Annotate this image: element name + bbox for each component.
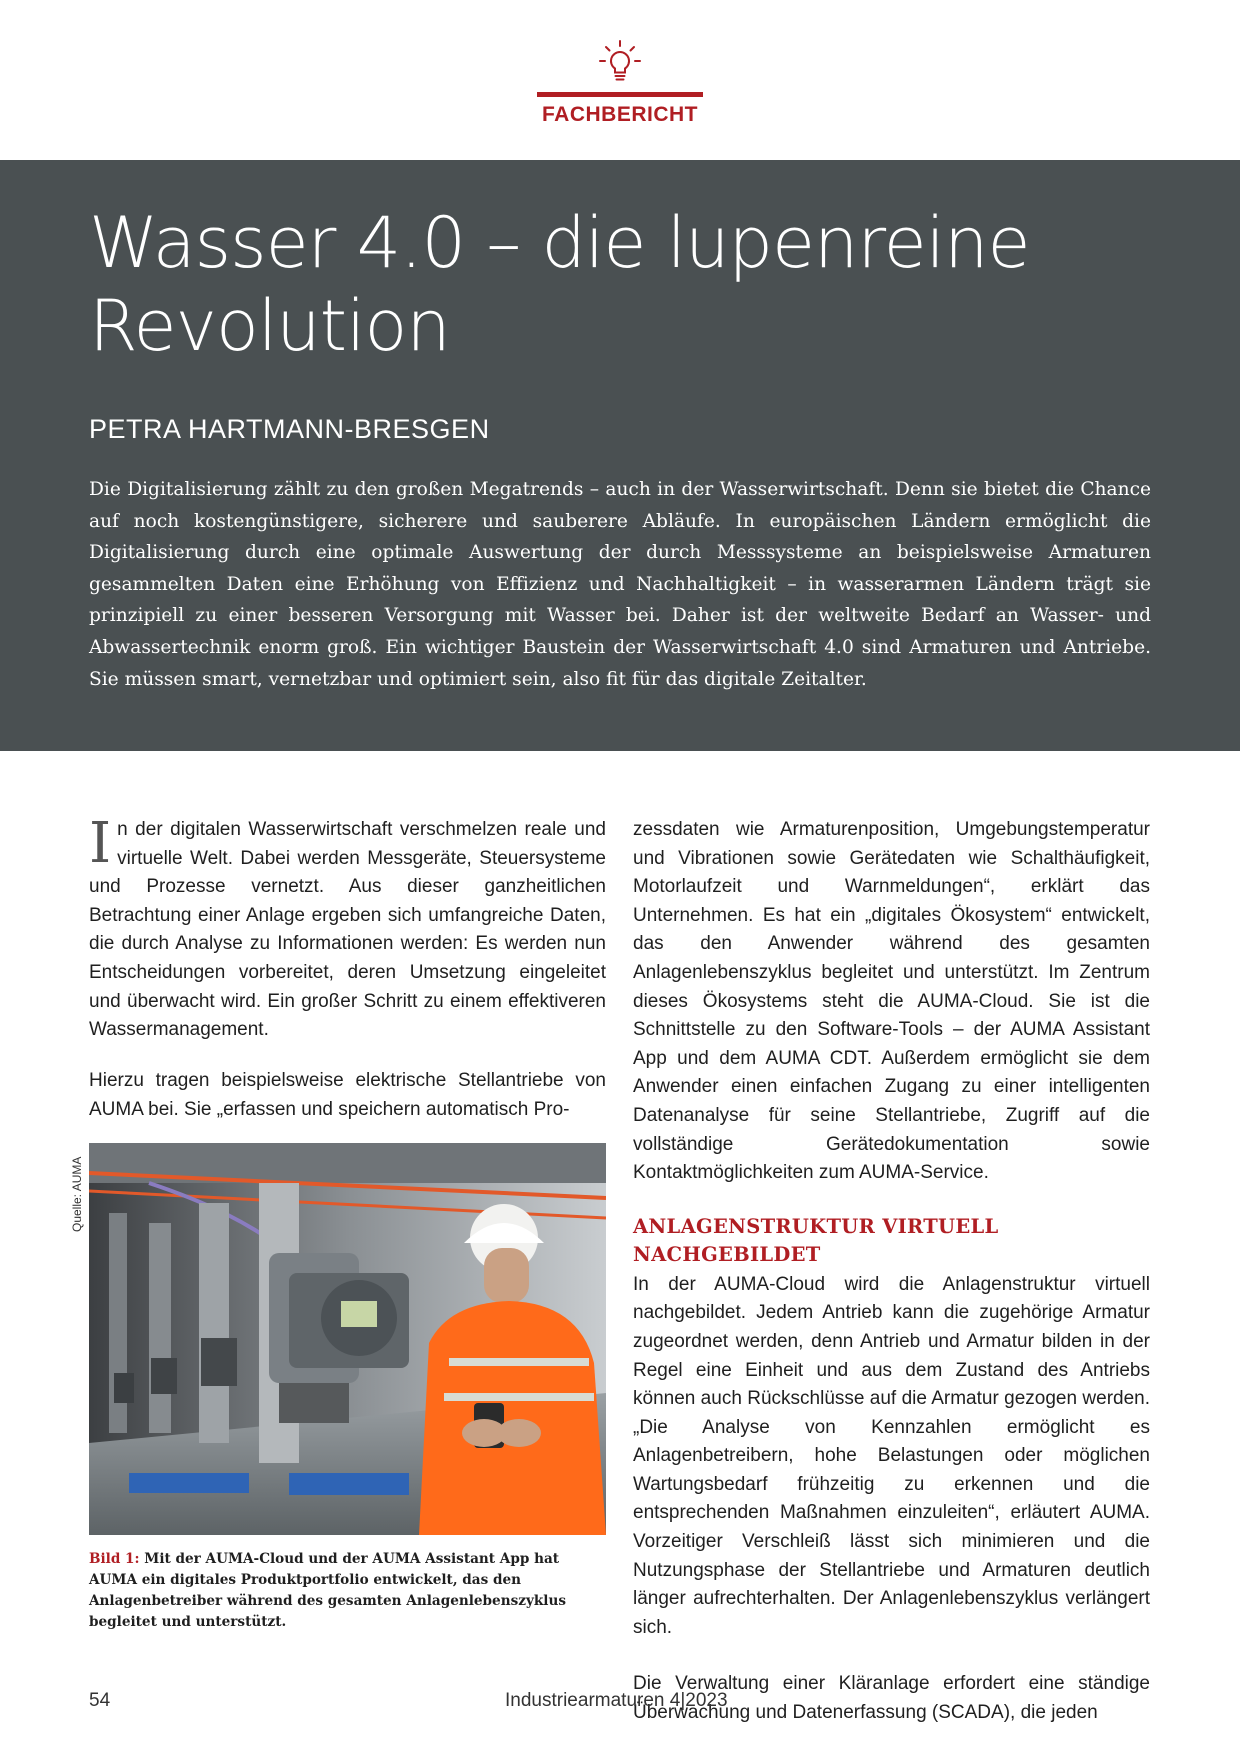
section-label: FACHBERICHT <box>542 103 698 126</box>
photo-caption <box>89 1549 609 1633</box>
body-left-bottom <box>89 1067 606 1124</box>
paragraph-gap <box>633 1642 1150 1670</box>
body-paragraph-3: zessdaten wie Armaturenposition, Umgebungstemperatur und Vibrationen sowie Gerätedaten wie Schalthäufigkeit, Motorlaufzeit und Warnmeldungen“, erklärt das Unternehmen. Es hat ein „digitales Ökosystem“ entwickelt, das den Anwender während des gesamten Anlagenlebenszyklus begleitet und unterstützt. Im Zentrum dieses Ökosystems steht die AUMA-Cloud. Sie ist die Schnittstelle zu den Software-Tools – der AUMA Assistant App und dem AUMA CDT. Außerdem ermöglicht sie dem Anwender einen einfachen Zugang zu einer intelligenten Datenanalyse für seine Stellantriebe, Zugriff auf die vollständige Gerätedokumentation sowie Kontaktmöglichkeiten zum AUMA-Service. <box>633 819 1150 1184</box>
body-paragraph-1-text: n der digitalen Wasserwirtschaft verschmelzen reale und virtuelle Welt. Dabei werden Messgeräte, Steuersysteme und Prozesse vernetzt. Aus dieser ganzheitlichen Betrachtung einer Anlage ergeben sich umfangreiche Daten, die durch Analyse zu Informationen werden: Es werden nun Entscheidungen vorbereitet, deren Umsetzung eingeleitet und überwacht wird. Ein großer Schritt zu einem effektiveren Wassermanagement. <box>89 819 606 1041</box>
article-photo <box>89 1143 606 1535</box>
article-author: PETRA HARTMANN-BRESGEN <box>89 414 490 444</box>
body-right <box>633 816 1150 1728</box>
caption-text: Mit der AUMA-Cloud und der AUMA Assistant App hat AUMA ein digitales Produktportfolio entwickelt, das den Anlagenbetreiber während des gesamten Anlagenlebenszyklus begleitet und unterstützt. <box>89 1551 566 1630</box>
body-paragraph-1 <box>89 811 606 1045</box>
page-number: 54 <box>89 1690 111 1711</box>
article-title: Wasser 4.0 – die lupenreine Revolution <box>89 202 1030 367</box>
caption-label: Bild 1: <box>89 1551 140 1567</box>
page-header <box>0 0 1240 160</box>
article-intro: Die Digitalisierung zählt zu den großen Megatrends – auch in der Wasserwirtschaft. Denn sie bietet die Chance auf noch kostengünstigere, sicherere und sauberere Abläufe. In europäischen Ländern ermöglicht die Digitalisierung durch eine optimale Auswertung der durch Messsysteme an beispielsweise Armaturen gesammelten Daten eine Erhöhung von Effizienz und Nachhaltigkeit – in wasserarmen Ländern trägt sie prinzipiell zu einer besseren Versorgung mit Wasser bei. Daher ist der weltweite Bedarf an Wasser- und Abwassertechnik enorm groß. Ein wichtiger Baustein der Wasserwirtschaft 4.0 sind Armaturen und Antriebe. Sie müssen smart, vernetzbar und optimiert sein, also fit für das digitale Zeitalter. <box>89 479 1151 690</box>
lightbulb-icon <box>597 38 643 88</box>
magazine-issue: Industriearmaturen 4|2023 <box>505 1690 728 1711</box>
body-paragraph-4: In der AUMA-Cloud wird die Anlagenstruktur virtuell nachgebildet. Jedem Antrieb kann die zugehörige Armatur zugeordnet werden, denn Antrieb und Armatur bilden in der Regel eine Einheit und aus dem Zustand des Antriebs können auch Rückschlüsse auf die Armatur gezogen werden. „Die Analyse von Kennzahlen ermöglicht es Anlagenbetreibern, hohe Belastungen oder möglichen Wartungsbedarf frühzeitig zu erkennen und die entsprechenden Maßnahmen einzuleiten“, erläutert AUMA. Vorzeitiger Verschleiß lässt sich minimieren und die Nutzungsphase der Stellantriebe und Armaturen deutlich länger aufrechterhalten. Der Anlagenlebenszyklus verlängert sich. <box>633 1273 1150 1638</box>
header-rule <box>537 92 703 97</box>
dropcap: I <box>89 811 112 876</box>
subheading: ANLAGENSTRUKTUR VIRTUELL NACHGEBILDET <box>633 1214 999 1266</box>
body-paragraph-5: Die Verwaltung einer Kläranlage erfordert eine ständige Überwachung und Datenerfassung (SCADA), die jeden <box>633 1673 1150 1724</box>
body-paragraph-2: Hierzu tragen beispielsweise elektrische Stellantriebe von AUMA bei. Sie „erfassen und speichern automatisch Pro- <box>89 1070 606 1120</box>
body-left-top <box>89 811 606 1045</box>
photo-credit: Quelle: AUMA <box>70 1156 84 1232</box>
